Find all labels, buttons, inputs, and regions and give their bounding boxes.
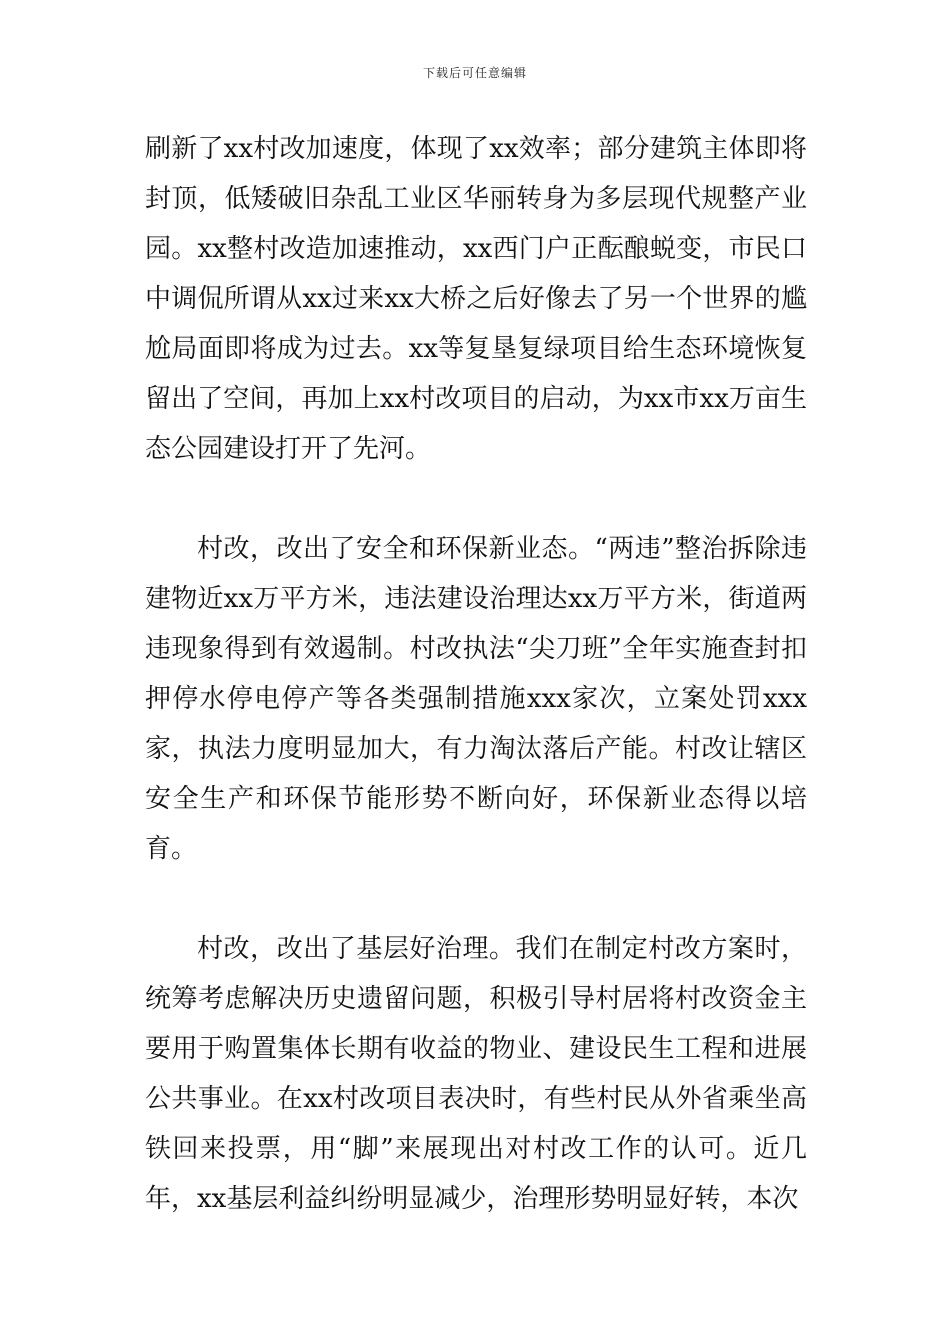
document-body — [145, 124, 807, 1274]
paragraph-3: 村改，改出了基层好治理。我们在制定村改方案时，统筹考虑解决历史遗留问题，积极引导村居将村改资金主要用于购置集体长期有收益的物业、建设民生工程和进展公共事业。在xx村改项目表决时，有些村民从外省乘坐高铁回来投票，用“脚”来展现出对村改工作的认可。近几年，xx基层利益纠纷明显减少，治理形势明显好转，本次 — [145, 934, 807, 1214]
paragraph-2: 村改，改出了安全和环保新业态。“两违”整治拆除违建物近xx万平方米，违法建设治理达xx万平方米，街道两违现象得到有效遏制。村改执法“尖刀班”全年实施查封扣押停水停电停产等各类强制措施xxx家次，立案处罚xxx家，执法力度明显加大，有力淘汰落后产能。村改让辖区安全生产和环保节能形势不断向好，环保新业态得以培育。 — [145, 534, 807, 864]
paragraph-1: 刷新了xx村改加速度，体现了xx效率；部分建筑主体即将封顶，低矮破旧杂乱工业区华丽转身为多层现代规整产业园。xx整村改造加速推动，xx西门户正酝酿蜕变，市民口中调侃所谓从xx过来xx大桥之后好像去了另一个世界的尴尬局面即将成为过去。xx等复垦复绿项目给生态环境恢复留出了空间，再加上xx村改项目的启动，为xx市xx万亩生态公园建设打开了先河。 — [145, 134, 807, 464]
page-header: 下载后可任意编辑 — [422, 66, 527, 80]
